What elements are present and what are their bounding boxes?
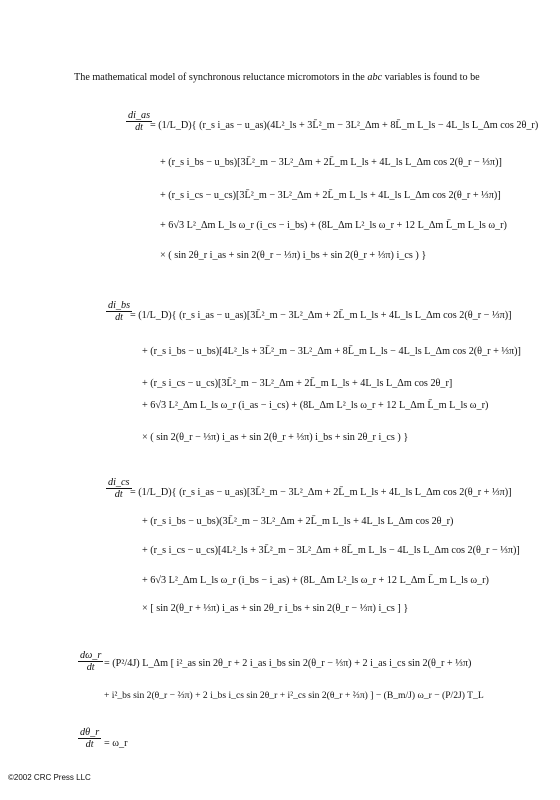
equation-line: + (r_s i_bs − u_bs)(3L̄²_m − 3L²_Δm + 2L̄_m L_ls + 4L_ls L_Δm cos 2θ_r) [142,516,454,527]
copyright-footer: ©2002 CRC Press LLC [8,773,91,782]
lhs-numerator: dθ_r [80,727,100,738]
equation-line: + 6√3 L²_Δm L_ls ω_r (i_cs − i_bs) + (8L_Δm L²_ls ω_r + 12 L_Δm L̄_m L_ls ω_r) [160,220,507,231]
equation-line: + (r_s i_cs − u_cs)[3L̄²_m − 3L²_Δm + 2L̄_m L_ls + 4L_ls L_Δm cos 2(θ_r + ⅓π)] [160,190,501,201]
equation-line: + (r_s i_cs − u_cs)[4L²_ls + 3L̄²_m − 3L²_Δm + 8L̄_m L_ls − 4L_ls L_Δm cos 2(θ_r − ⅓π)] [142,545,520,556]
intro-text-after: variables is found to be [382,72,480,83]
equation-line: + (r_s i_bs − u_bs)[4L²_ls + 3L̄²_m − 3L²_Δm + 8L̄_m L_ls − 4L_ls L_Δm cos 2(θ_r + ⅓π)] [142,346,521,357]
equation-lhs [126,110,152,134]
equation-line: = (1/L_D){ (r_s i_as − u_as)[3L̄²_m − 3L²_Δm + 2L̄_m L_ls + 4L_ls L_Δm cos 2(θ_r − ⅓π)] [130,310,512,321]
equation-line: × ( sin 2θ_r i_as + sin 2(θ_r − ⅓π) i_bs + sin 2(θ_r + ⅓π) i_cs ) } [160,250,427,261]
equation-lhs [78,650,103,674]
intro-text-before: The mathematical model of synchronous reluctance micromotors in the [74,72,368,83]
equation-line: + i²_bs sin 2(θ_r − ⅔π) + 2 i_bs i_cs sin 2θ_r + i²_cs sin 2(θ_r + ⅔π) ] − (B_m/J) ω_r − (P/2J) T_L [104,690,484,701]
lhs-denominator: dt [115,312,123,323]
intro-sentence [74,72,544,83]
lhs-numerator: di_as [128,110,151,121]
equation-line: = (1/L_D){ (r_s i_as − u_as)[3L̄²_m − 3L²_Δm + 2L̄_m L_ls + 4L_ls L_Δm cos 2(θ_r + ⅓π)] [130,487,512,498]
lhs-denominator: dt [135,122,143,133]
lhs-denominator: dt [86,662,95,673]
equation-line: + (r_s i_bs − u_bs)[3L̄²_m − 3L²_Δm + 2L̄_m L_ls + 4L_ls L_Δm cos 2(θ_r − ⅓π)] [160,157,502,168]
equation-lhs [106,477,132,501]
equation-line: + 6√3 L²_Δm L_ls ω_r (i_as − i_cs) + (8L_Δm L²_ls ω_r + 12 L_Δm L̄_m L_ls ω_r) [142,400,489,411]
equation-line: = (P²/4J) L_Δm [ i²_as sin 2θ_r + 2 i_as i_bs sin 2(θ_r − ⅓π) + 2 i_as i_cs sin 2(θ_r + ⅓π) [104,658,472,669]
lhs-numerator: dω_r [80,650,102,661]
equation-line: × [ sin 2(θ_r + ⅓π) i_as + sin 2θ_r i_bs + sin 2(θ_r − ⅓π) i_cs ] } [142,603,409,614]
equation-line: + (r_s i_cs − u_cs)[3L̄²_m − 3L²_Δm + 2L̄_m L_ls + 4L_ls L_Δm cos 2θ_r] [142,378,453,389]
equation-line: + 6√3 L²_Δm L_ls ω_r (i_bs − i_as) + (8L_Δm L²_ls ω_r + 12 L_Δm L̄_m L_ls ω_r) [142,575,489,586]
equation-line: = (1/L_D){ (r_s i_as − u_as)(4L²_ls + 3L̄²_m − 3L²_Δm + 8L̄_m L_ls − 4L_ls L_Δm cos 2θ_r) [150,120,539,131]
equation-lhs [78,727,101,751]
intro-emphasis: abc [367,72,383,83]
lhs-denominator: dt [114,489,123,500]
lhs-numerator: di_cs [108,477,130,488]
equation-line: = ω_r [104,738,128,749]
lhs-numerator: di_bs [108,300,131,311]
equation-line: × ( sin 2(θ_r − ⅓π) i_as + sin 2(θ_r + ⅓π) i_bs + sin 2θ_r i_cs ) } [142,432,409,443]
lhs-denominator: dt [85,739,94,750]
equation-lhs [106,300,132,324]
